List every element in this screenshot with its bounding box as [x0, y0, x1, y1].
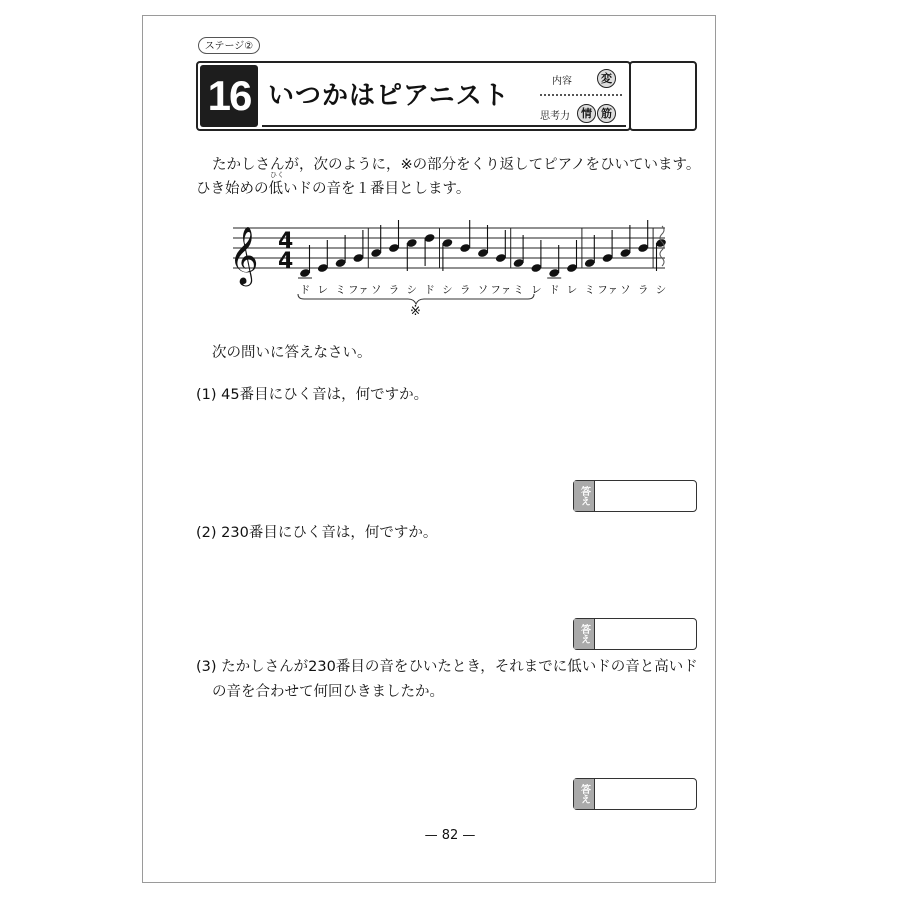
thinking-label: 思考力 [540, 111, 570, 122]
answer-box-3[interactable] [573, 778, 697, 810]
note-label: ラ [388, 284, 400, 296]
note-label: ソ [477, 284, 489, 296]
answer-label-3: 答え [574, 779, 595, 809]
time-signature-bottom: 4 [278, 249, 294, 274]
page-number: — 82 — [424, 828, 476, 843]
meta-divider [540, 94, 622, 96]
question-2-label: (2) [196, 525, 217, 541]
question-2 [196, 521, 437, 542]
question-1-text: 45番目にひく音は，何ですか。 [221, 387, 429, 403]
intro-line-1: たかしさんが，次のように，※の部分をくり返してピアノをひいています。 [212, 157, 701, 173]
question-1 [196, 383, 428, 404]
note-label: ラ [637, 284, 649, 296]
note-label: ド [299, 284, 311, 296]
question-3-label: (3) [196, 659, 217, 675]
title-underline [262, 125, 626, 127]
note-label: ミ [513, 284, 524, 296]
note-label: シ [442, 284, 453, 296]
question-2-text: 230番目にひく音は，何ですか。 [221, 525, 438, 541]
note-label: レ [566, 284, 578, 296]
answer-box-2[interactable] [573, 618, 697, 650]
note-label: ファ [597, 284, 618, 296]
question-3-text: たかしさんが230番目の音をひいたとき，それまでに低いドの音と高いド [221, 659, 698, 675]
note-label: シ [655, 284, 667, 296]
score-box [629, 61, 697, 131]
note-label: ミ [584, 284, 596, 296]
treble-clef-icon: 𝄞 [229, 226, 259, 284]
stage-tag: ステージ② [198, 37, 260, 54]
question-1-label: (1) [196, 387, 217, 403]
content-badge: 変 [597, 69, 616, 88]
lesson-header [196, 61, 697, 131]
thinking-badge-2: 筋 [597, 104, 616, 123]
answer-label-2: 答え [574, 619, 595, 649]
note-label: レ [317, 284, 329, 296]
lesson-number: 16 [200, 65, 258, 127]
time-signature-top: 4 [278, 229, 294, 254]
note-label: ド [548, 284, 560, 296]
question-3 [196, 655, 698, 676]
staff-svg [225, 220, 670, 290]
lesson-title: いつかはピアニスト [268, 81, 510, 111]
repeat-marker: ※ [410, 304, 421, 319]
note-label: シ [406, 284, 418, 296]
note-label: ラ [459, 284, 471, 296]
answer-label-1: 答え [574, 481, 595, 511]
note-label: レ [531, 284, 542, 296]
note-label: ソ [620, 284, 631, 296]
note-label: ソ [370, 284, 382, 296]
intro-ruby: ひく [270, 171, 284, 179]
note-label: ファ [490, 284, 512, 296]
instruction: 次の問いに答えなさい。 [212, 345, 372, 361]
content-label: 内容 [552, 76, 572, 87]
note-label: ミ [335, 284, 346, 296]
question-3-text-cont: の音を合わせて何回ひきましたか。 [212, 684, 444, 700]
note-label: ド [424, 284, 435, 296]
answer-box-1[interactable] [573, 480, 697, 512]
page-frame [142, 15, 716, 883]
thinking-badge-1: 情 [577, 104, 596, 123]
note-label: ファ [347, 284, 369, 296]
intro-line-2: ひき始めの低いドの音を１番目とします。 [196, 181, 471, 197]
